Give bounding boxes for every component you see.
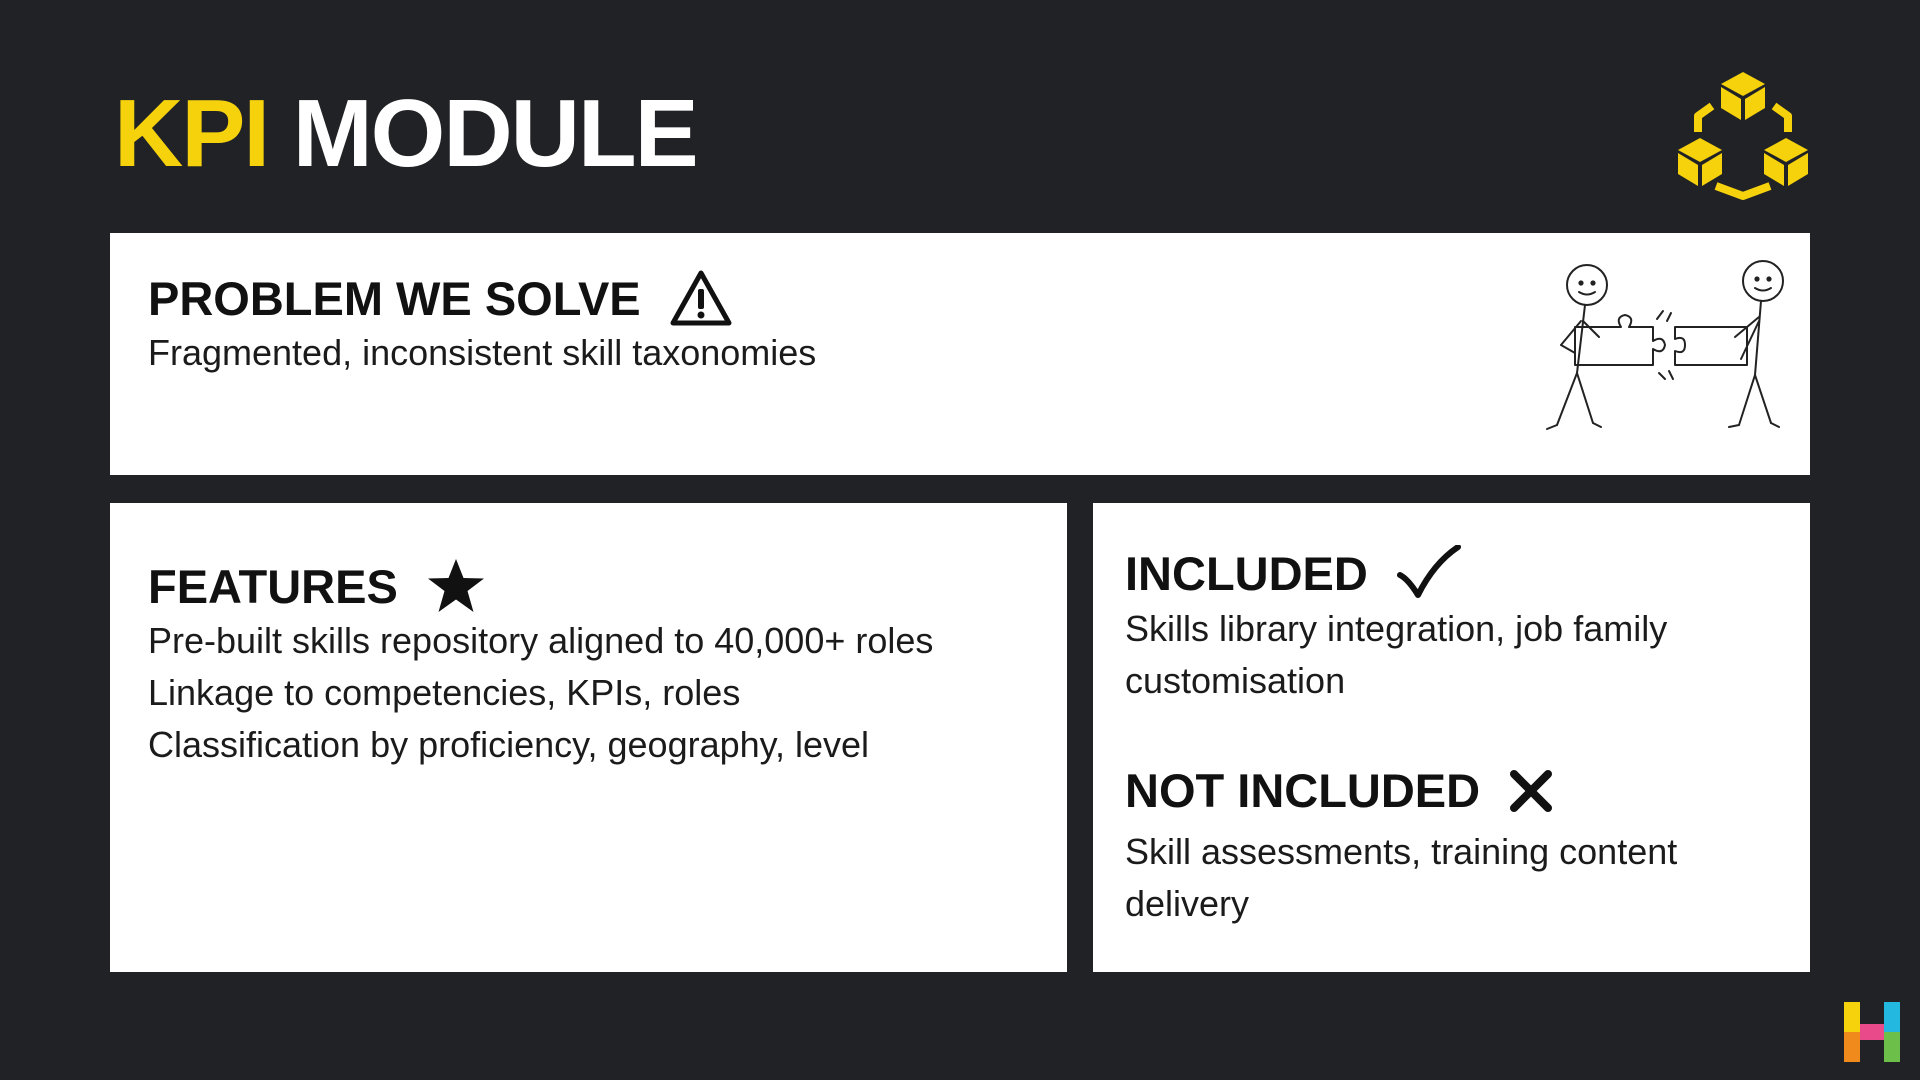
- list-item: Linkage to competencies, KPIs, roles: [148, 672, 741, 713]
- not-included-heading: [1125, 764, 1554, 817]
- title-highlight: KPI: [114, 80, 269, 187]
- brand-logo-icon: [1844, 1002, 1900, 1062]
- included-heading: [1125, 545, 1462, 601]
- checkmark-icon: [1396, 545, 1462, 601]
- included-card: [1093, 503, 1810, 972]
- not-included-heading-label: NOT INCLUDED: [1125, 764, 1481, 817]
- star-icon: [426, 557, 486, 615]
- list-item: Pre-built skills repository aligned to 40,000+ roles: [148, 620, 934, 661]
- warning-icon: [669, 269, 733, 327]
- included-description: Skills library integration, job family customisation: [1125, 608, 1668, 701]
- problem-card: [110, 233, 1810, 475]
- cross-icon: [1508, 768, 1554, 814]
- included-heading-label: INCLUDED: [1125, 546, 1368, 600]
- problem-heading-label: PROBLEM WE SOLVE: [148, 271, 641, 325]
- puzzle-people-illustration: [1535, 259, 1795, 455]
- problem-description: Fragmented, inconsistent skill taxonomies: [148, 332, 817, 373]
- not-included-description: Skill assessments, training content delivery: [1125, 831, 1678, 924]
- features-card: [110, 503, 1067, 972]
- title-rest: MODULE: [292, 80, 697, 187]
- features-heading-label: FEATURES: [148, 559, 398, 613]
- problem-heading: [148, 269, 733, 327]
- list-item: Classification by proficiency, geography, level: [148, 724, 870, 765]
- features-heading: [148, 557, 486, 615]
- features-list: [148, 615, 1028, 771]
- cubes-logo-icon: [1676, 70, 1810, 200]
- page-title: [114, 80, 697, 187]
